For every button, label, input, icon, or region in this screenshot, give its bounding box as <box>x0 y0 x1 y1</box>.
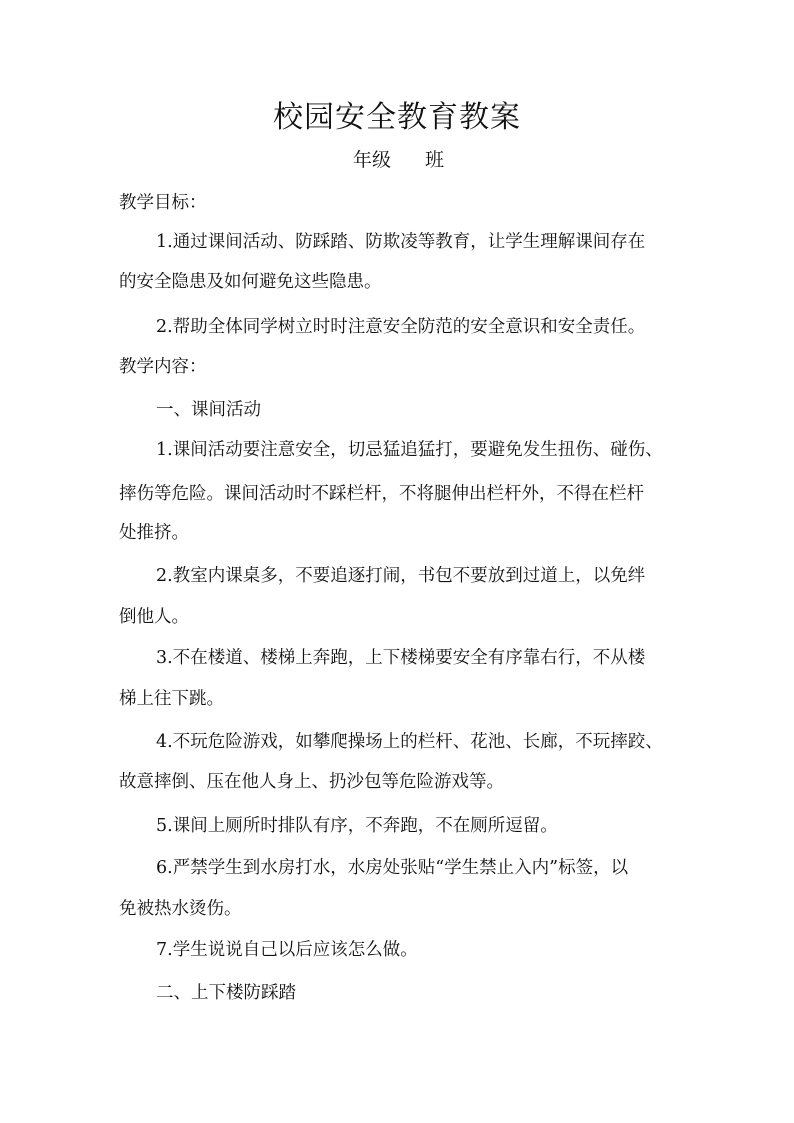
paragraph-line: 2.帮助全体同学树立时时注意安全防范的安全意识和安全责任。 <box>156 317 646 337</box>
paragraph-line: 5.课间上厕所时排队有序，不奔跑，不在厕所逗留。 <box>156 816 558 836</box>
paragraph-line: 摔伤等危险。课间活动时不踩栏杆，不将腿伸出栏杆外，不得在栏杆 <box>119 484 644 504</box>
paragraph-line: 处推挤。 <box>119 523 189 543</box>
section-heading-content: 教学内容： <box>119 357 207 377</box>
subsection-heading: 二、上下楼防踩踏 <box>156 983 296 1003</box>
paragraph-line: 2.教室内课桌多，不要追逐打闹，书包不要放到过道上，以免绊 <box>156 566 646 586</box>
paragraph-line: 3.不在楼道、楼梯上奔跑，上下楼梯要安全有序靠右行，不从楼 <box>156 648 646 668</box>
paragraph-line: 4.不玩危险游戏，如攀爬操场上的栏杆、花池、长廊，不玩摔跤、 <box>156 732 663 752</box>
paragraph-line: 倒他人。 <box>119 607 189 627</box>
paragraph-line: 的安全隐患及如何避免这些隐患。 <box>119 272 382 292</box>
paragraph-line: 6.严禁学生到水房打水，水房处张贴“学生禁止入内”标签，以 <box>156 858 629 878</box>
document-title: 校园安全教育教案 <box>273 100 521 135</box>
paragraph-line: 故意摔倒、压在他人身上、扔沙包等危险游戏等。 <box>119 772 504 792</box>
class-label: 班 <box>425 149 445 171</box>
paragraph-line: 1.课间活动要注意安全，切忌猛追猛打，要避免发生扭伤、碰伤、 <box>156 440 663 460</box>
grade-label: 年级 <box>353 149 392 171</box>
paragraph-line: 1.通过课间活动、防踩踏、防欺凌等教育，让学生理解课间存在 <box>156 232 646 252</box>
subsection-heading: 一、课间活动 <box>156 400 261 420</box>
paragraph-line: 免被热水烫伤。 <box>119 899 242 919</box>
paragraph-line: 梯上往下跳。 <box>119 689 224 709</box>
paragraph-line: 7.学生说说自己以后应该怎么做。 <box>156 940 418 960</box>
section-heading-objectives: 教学目标： <box>119 193 207 213</box>
